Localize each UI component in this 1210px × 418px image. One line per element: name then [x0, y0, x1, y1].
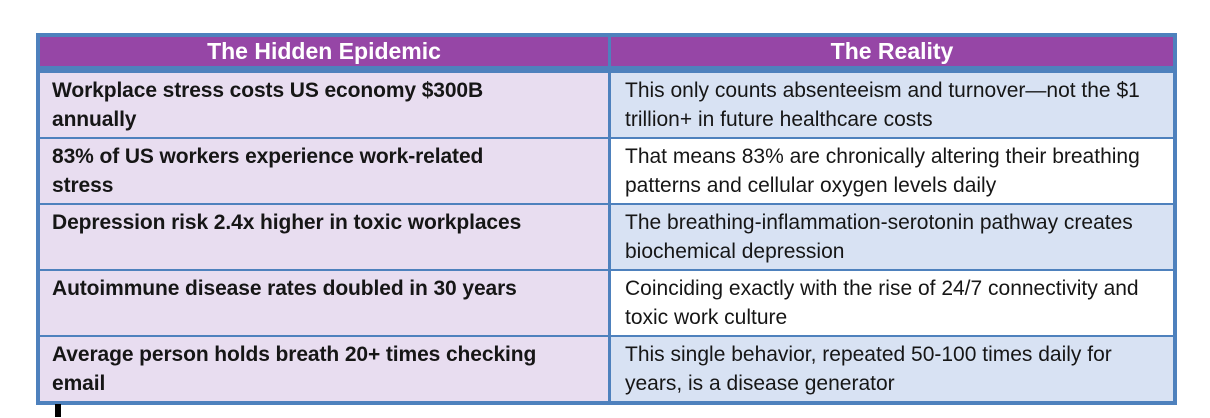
table-row	[40, 203, 1173, 269]
table-row	[40, 137, 1173, 203]
reality-cell: Coinciding exactly with the rise of 24/7 connectivity and toxic work culture	[611, 269, 1173, 335]
table-row	[40, 73, 1173, 137]
claim-cell: 83% of US workers experience work-related stress	[40, 137, 611, 203]
column-header-hidden-epidemic: The Hidden Epidemic	[40, 37, 611, 66]
table-row	[40, 269, 1173, 335]
text-cursor	[55, 404, 61, 417]
table-row	[40, 335, 1173, 401]
reality-cell: The breathing-inflammation-serotonin pathway creates biochemical depression	[611, 203, 1173, 269]
reality-cell: This only counts absenteeism and turnover—not the $1 trillion+ in future healthcare costs	[611, 73, 1173, 137]
claim-cell: Autoimmune disease rates doubled in 30 years	[40, 269, 611, 335]
reality-cell: This single behavior, repeated 50-100 times daily for years, is a disease generator	[611, 335, 1173, 401]
table-header-row	[40, 37, 1173, 73]
claim-cell: Depression risk 2.4x higher in toxic workplaces	[40, 203, 611, 269]
claim-cell: Workplace stress costs US economy $300B annually	[40, 73, 611, 137]
column-header-reality: The Reality	[611, 37, 1173, 66]
comparison-table	[36, 33, 1177, 405]
reality-cell: That means 83% are chronically altering their breathing patterns and cellular oxygen levels daily	[611, 137, 1173, 203]
claim-cell: Average person holds breath 20+ times checking email	[40, 335, 611, 401]
